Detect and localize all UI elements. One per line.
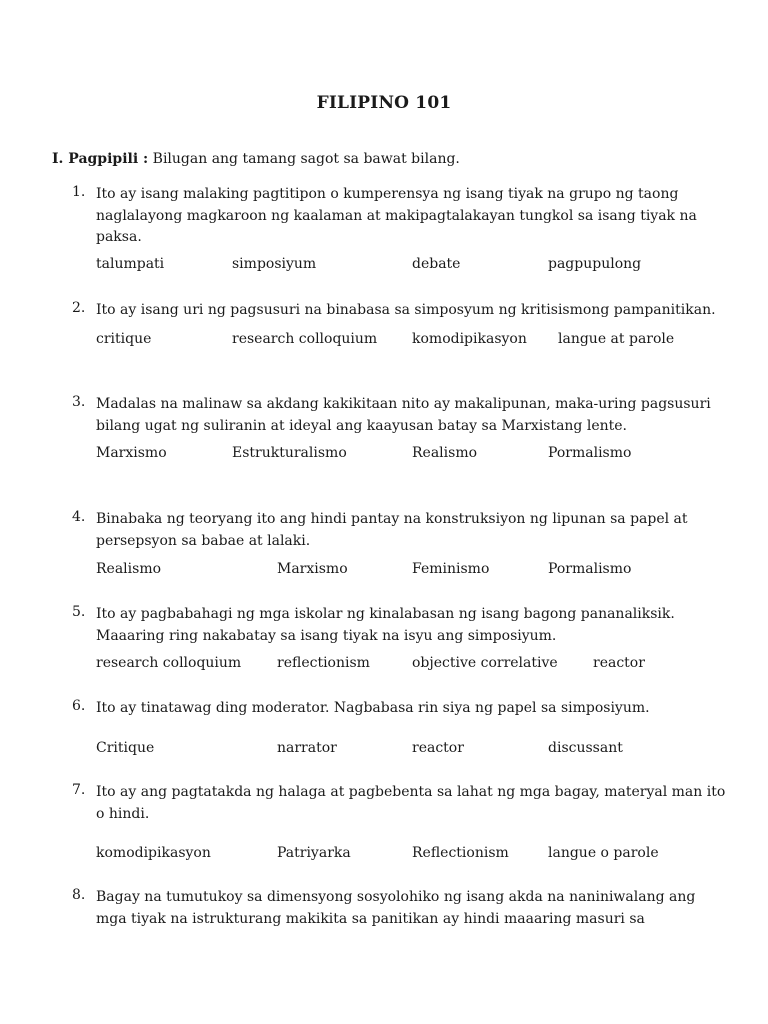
answer-option[interactable]: langue o parole xyxy=(548,845,659,861)
question-item-8 xyxy=(72,887,732,930)
answer-options xyxy=(96,845,732,865)
question-text: Ito ay ang pagtatakda ng halaga at pagbebenta sa lahat ng mga bagay, materyal man ito o hindi. xyxy=(96,784,726,822)
answer-option[interactable]: Critique xyxy=(96,739,155,756)
question-number: 1. xyxy=(72,184,86,200)
question-item-2 xyxy=(72,300,732,351)
answer-option[interactable]: Realismo xyxy=(96,561,162,577)
answer-option[interactable]: research colloquium xyxy=(96,655,242,671)
question-item-7 xyxy=(72,782,732,865)
answer-options xyxy=(96,561,732,581)
answer-option[interactable]: Estrukturalismo xyxy=(232,445,347,461)
answer-option[interactable]: komodipikasyon xyxy=(412,330,527,347)
section-instruction: Bilugan ang tamang sagot sa bawat bilang. xyxy=(148,151,460,167)
question-item-6 xyxy=(72,698,732,760)
question-number: 2. xyxy=(72,300,86,316)
answer-option[interactable]: discussant xyxy=(548,739,623,756)
answer-option[interactable]: reactor xyxy=(593,655,645,671)
answer-option[interactable]: Feminismo xyxy=(412,561,490,577)
question-number: 7. xyxy=(72,782,86,798)
answer-options xyxy=(96,740,732,760)
question-number: 4. xyxy=(72,509,86,525)
question-item-4 xyxy=(72,509,732,581)
answer-option[interactable]: Marxismo xyxy=(277,561,348,577)
question-text: Ito ay isang uri ng pagsusuri na binabasa sa simposyum ng kritisismong pampanitikan. xyxy=(96,302,716,318)
page-title: FILIPINO 101 xyxy=(316,93,452,113)
answer-option[interactable]: narrator xyxy=(277,739,337,756)
question-text: Ito ay tinatawag ding moderator. Nagbabasa rin siya ng papel sa simposiyum. xyxy=(96,700,650,716)
answer-options xyxy=(96,655,732,675)
answer-option[interactable]: debate xyxy=(412,255,461,272)
answer-option[interactable]: Pormalismo xyxy=(548,445,632,461)
question-number: 8. xyxy=(72,887,86,903)
section-heading xyxy=(52,151,460,167)
answer-option[interactable]: talumpati xyxy=(96,255,165,272)
answer-options xyxy=(96,331,732,351)
question-text: Ito ay pagbabahagi ng mga iskolar ng kinalabasan ng isang bagong pananaliksik. Maaaring ring nakabatay sa isang tiyak na isyu ang simposiyum. xyxy=(96,606,675,644)
answer-option[interactable]: reactor xyxy=(412,739,464,756)
question-number: 3. xyxy=(72,394,86,410)
question-text: Bagay na tumutukoy sa dimensyong sosyolohiko ng isang akda na naniniwalang ang mga tiyak na istrukturang makikita sa panitikan ay hindi maaaring masuri sa xyxy=(96,889,696,927)
question-item-3 xyxy=(72,394,732,465)
question-item-1 xyxy=(72,184,732,276)
answer-option[interactable]: Realismo xyxy=(412,445,478,461)
answer-option[interactable]: objective correlative xyxy=(412,655,558,671)
answer-option[interactable]: Patriyarka xyxy=(277,845,351,861)
question-text: Binabaka ng teoryang ito ang hindi pantay na konstruksiyon ng lipunan sa papel at persepsyon sa babae at lalaki. xyxy=(96,511,688,549)
answer-option[interactable]: Reflectionism xyxy=(412,845,509,861)
answer-option[interactable]: pagpupulong xyxy=(548,255,642,272)
answer-option[interactable]: komodipikasyon xyxy=(96,845,211,861)
answer-option[interactable]: simposiyum xyxy=(232,255,317,272)
answer-options xyxy=(96,256,732,276)
question-text: Madalas na malinaw sa akdang kakikitaan nito ay makalipunan, maka-uring pagsusuri bilang ugat ng suliranin at ideyal ang kaayusan batay sa Marxistang lente. xyxy=(96,396,711,434)
answer-option[interactable]: Marxismo xyxy=(96,445,167,461)
answer-option[interactable]: critique xyxy=(96,330,152,347)
answer-options xyxy=(96,445,732,465)
question-number: 5. xyxy=(72,604,86,620)
answer-option[interactable]: langue at parole xyxy=(558,330,675,347)
answer-option[interactable]: Pormalismo xyxy=(548,561,632,577)
question-item-5 xyxy=(72,604,732,675)
section-label: I. Pagpipili : xyxy=(52,151,149,167)
question-text: Ito ay isang malaking pagtitipon o kumperensya ng isang tiyak na grupo ng taong naglalayong magkaroon ng kaalaman at makipagtalakayan tungkol sa isang tiyak na paksa. xyxy=(96,186,697,245)
question-number: 6. xyxy=(72,698,86,714)
answer-option[interactable]: research colloquium xyxy=(232,330,378,347)
answer-option[interactable]: reflectionism xyxy=(277,655,370,671)
